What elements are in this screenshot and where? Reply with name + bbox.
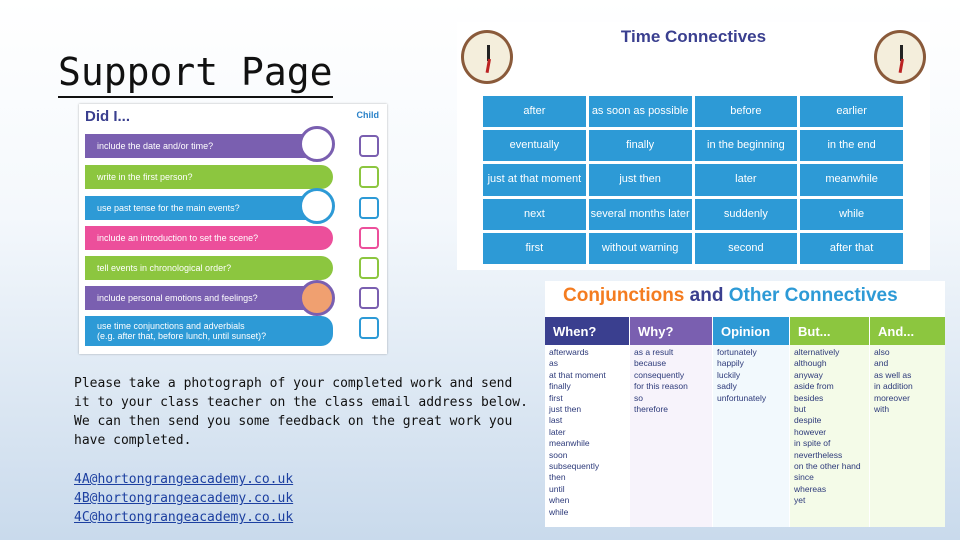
connective-word: despite — [794, 415, 822, 426]
connective-word: luckily — [717, 369, 741, 380]
connective-word: alternatively — [794, 347, 840, 357]
time-connectives-title: Time Connectives — [620, 27, 767, 46]
connective-word: in spite of — [794, 438, 831, 449]
time-connective-cell: just at that moment — [483, 164, 586, 195]
checkbox[interactable] — [359, 257, 379, 279]
connective-word: fortunately — [717, 347, 757, 357]
connective-word: then — [549, 472, 566, 483]
connective-word: at that moment — [549, 369, 606, 380]
calendar-icon — [299, 188, 335, 224]
connective-word: last — [549, 415, 563, 426]
checkbox[interactable] — [359, 197, 379, 219]
connective-word: as a result — [634, 347, 674, 357]
time-connective-cell: first — [483, 233, 586, 264]
time-connectives-panel — [457, 22, 930, 270]
time-connective-cell: in the end — [800, 130, 903, 161]
checkbox[interactable] — [359, 166, 379, 188]
connective-word: for this reason — [634, 381, 688, 392]
connective-word: consequently — [634, 369, 685, 380]
time-connective-cell: just then — [589, 164, 692, 195]
time-connective-cell: without warning — [589, 233, 692, 264]
checklist-item: use time conjunctions and adverbials (e.g. after that, before lunch, until sunset)? — [85, 316, 333, 346]
title-part-other-connectives: Other Connectives — [728, 285, 898, 306]
connective-word: yet — [794, 495, 806, 506]
connective-word: finally — [549, 381, 571, 392]
connective-column — [545, 317, 629, 527]
connective-word: in addition — [874, 381, 913, 392]
checkbox[interactable] — [359, 227, 379, 249]
connective-word: afterwards — [549, 347, 589, 357]
checklist-column-label: Child — [356, 110, 379, 120]
connective-word: meanwhile — [549, 438, 590, 449]
checklist-item: include an introduction to set the scene? — [85, 226, 333, 250]
email-list — [74, 470, 293, 527]
connective-word: first — [549, 392, 563, 403]
success-checklist — [79, 104, 387, 354]
time-connective-cell: before — [695, 96, 798, 127]
connective-word: and — [874, 358, 889, 369]
conjunctions-title — [563, 285, 898, 307]
time-connective-cell: meanwhile — [800, 164, 903, 195]
column-heading: And... — [870, 317, 945, 345]
email-link-4c[interactable]: 4C@hortongrangeacademy.co.uk — [74, 510, 294, 525]
connective-word: therefore — [634, 404, 669, 415]
column-heading: Why? — [630, 317, 712, 345]
email-link-4b[interactable]: 4B@hortongrangeacademy.co.uk — [74, 491, 294, 506]
connective-word: although — [794, 358, 827, 369]
connective-word: anyway — [794, 369, 823, 380]
time-connective-cell: suddenly — [695, 199, 798, 230]
connective-word: whereas — [794, 483, 827, 494]
title-part-and: and — [689, 285, 724, 306]
connective-word: as well as — [874, 369, 912, 380]
time-connective-cell: finally — [589, 130, 692, 161]
connective-column — [630, 317, 712, 527]
page-title: Support Page — [58, 50, 333, 98]
time-connective-cell: eventually — [483, 130, 586, 161]
time-connective-cell: earlier — [800, 96, 903, 127]
connective-column — [713, 317, 789, 527]
face-icon — [299, 280, 335, 316]
time-connective-cell: after that — [800, 233, 903, 264]
checkbox[interactable] — [359, 287, 379, 309]
connective-word: as — [549, 358, 558, 369]
connective-word: unfortunately — [717, 392, 767, 403]
time-connective-cell: later — [695, 164, 798, 195]
checkbox[interactable] — [359, 317, 379, 339]
connective-word: sadly — [717, 381, 737, 392]
connective-word: later — [549, 426, 566, 437]
connective-word: nevertheless — [794, 449, 843, 460]
connective-word: however — [794, 426, 827, 437]
time-connective-cell: next — [483, 199, 586, 230]
connective-column — [790, 317, 869, 527]
checklist-item: write in the first person? — [85, 165, 333, 189]
title-part-conjunctions: Conjunctions — [563, 285, 685, 306]
connective-word: until — [549, 483, 565, 494]
clock-icon — [299, 126, 335, 162]
column-heading: But... — [790, 317, 869, 345]
connective-word: with — [874, 404, 890, 415]
connective-word: aside from — [794, 381, 834, 392]
connective-word: since — [794, 472, 814, 483]
connective-word: because — [634, 358, 667, 369]
checklist-item: include personal emotions and feelings? — [85, 286, 333, 310]
email-link-4a[interactable]: 4A@hortongrangeacademy.co.uk — [74, 472, 294, 487]
checklist-item: tell events in chronological order? — [85, 256, 333, 280]
connective-word: moreover — [874, 392, 910, 403]
connective-word: but — [794, 404, 806, 415]
connective-word: soon — [549, 449, 568, 460]
time-connectives-grid — [483, 96, 903, 264]
checkbox[interactable] — [359, 135, 379, 157]
connective-word: just then — [549, 404, 582, 415]
time-connective-cell: after — [483, 96, 586, 127]
connective-word: besides — [794, 392, 824, 403]
connective-column — [870, 317, 945, 527]
checklist-item: use past tense for the main events? — [85, 196, 333, 220]
connective-word: when — [549, 495, 570, 506]
time-connective-cell: as soon as possible — [589, 96, 692, 127]
connective-word: happily — [717, 358, 744, 369]
time-connective-cell: in the beginning — [695, 130, 798, 161]
time-connective-cell: several months later — [589, 199, 692, 230]
connective-word: while — [549, 506, 569, 517]
column-heading: Opinion — [713, 317, 789, 345]
instructions-text: Please take a photograph of your completed work and send it to your class teacher on the class email address below. We can then send you some feedback on the great work you have completed. — [74, 376, 528, 448]
checklist-item: include the date and/or time? — [85, 134, 333, 158]
column-heading: When? — [545, 317, 629, 345]
connective-word: so — [634, 392, 643, 403]
connective-word: also — [874, 347, 890, 357]
connective-word: subsequently — [549, 461, 600, 472]
conjunctions-panel — [545, 281, 945, 527]
checklist-heading: Did I... — [85, 108, 130, 125]
time-connective-cell: while — [800, 199, 903, 230]
connective-word: on the other hand — [794, 461, 861, 472]
time-connective-cell: second — [695, 233, 798, 264]
